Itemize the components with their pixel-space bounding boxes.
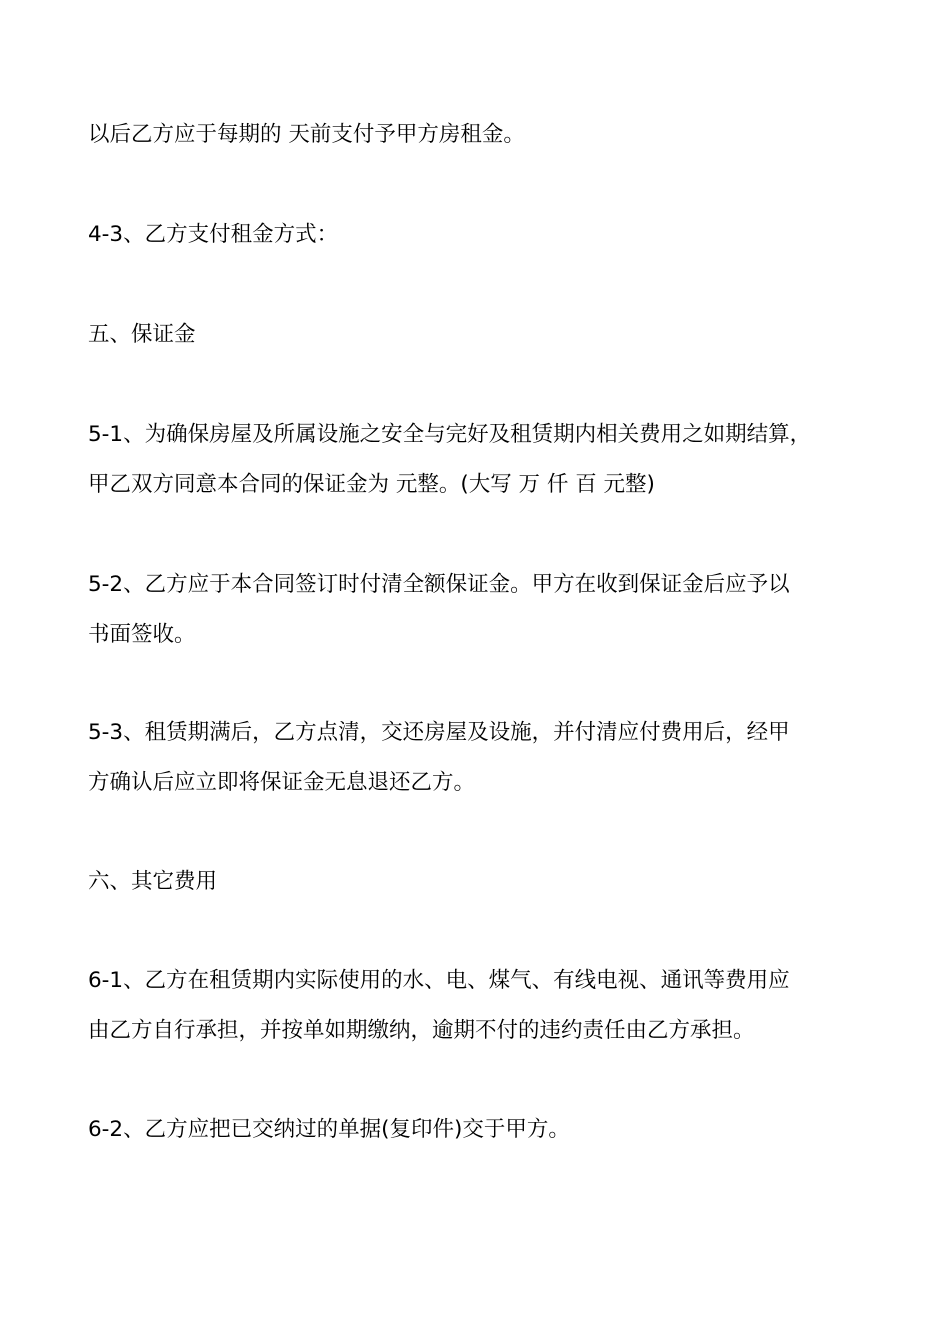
section-heading-deposit	[88, 310, 888, 360]
text-line: 6-2、乙方应把已交纳过的单据(复印件)交于甲方。	[88, 1117, 570, 1142]
paragraph-5-1	[88, 410, 888, 510]
text-line: 4-3、乙方支付租金方式：	[88, 222, 339, 247]
paragraph-5-2	[88, 560, 888, 660]
text-line: 五、保证金	[88, 322, 196, 347]
text-line: 6-1、乙方在租赁期内实际使用的水、电、煤气、有线电视、通讯等费用应	[88, 968, 790, 993]
text-line: 以后乙方应于每期的 天前支付予甲方房租金。	[88, 122, 525, 147]
text-line: 5-2、乙方应于本合同签订时付清全额保证金。甲方在收到保证金后应予以	[88, 572, 790, 597]
text-line: 5-1、为确保房屋及所属设施之安全与完好及租赁期内相关费用之如期结算，	[88, 422, 812, 447]
paragraph-5-3	[88, 708, 888, 808]
text-line: 书面签收。	[88, 622, 196, 647]
paragraph-rent-payment-timing	[88, 110, 888, 160]
paragraph-6-1	[88, 956, 888, 1056]
text-line: 由乙方自行承担，并按单如期缴纳，逾期不付的违约责任由乙方承担。	[88, 1018, 755, 1043]
text-line: 方确认后应立即将保证金无息退还乙方。	[88, 770, 476, 795]
text-line: 六、其它费用	[88, 869, 218, 894]
paragraph-4-3-payment-method	[88, 210, 888, 260]
text-line: 甲乙双方同意本合同的保证金为 元整。(大写 万 仟 百 元整)	[88, 472, 655, 497]
section-heading-other-fees	[88, 857, 888, 907]
text-line: 5-3、租赁期满后，乙方点清，交还房屋及设施，并付清应付费用后，经甲	[88, 720, 790, 745]
paragraph-6-2	[88, 1105, 888, 1155]
